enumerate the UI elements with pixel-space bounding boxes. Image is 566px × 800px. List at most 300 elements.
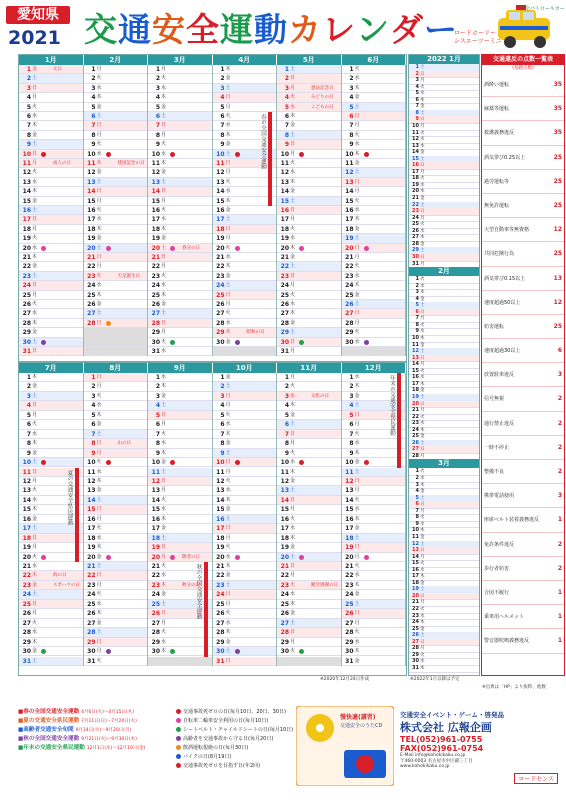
violation-points: 12 [553, 226, 562, 234]
weekday-label: 土 [32, 141, 38, 148]
campaign-list [18, 708, 168, 753]
day-number: 3 [284, 392, 289, 400]
day-number: 26 [216, 301, 225, 308]
weekday-label: 火 [161, 629, 167, 636]
weekday-label: 金 [225, 75, 231, 82]
weekday-label: 土 [420, 248, 425, 254]
day-number: 2 [415, 282, 419, 289]
day-number: 29 [151, 329, 160, 337]
weekday-label: 金 [96, 487, 102, 494]
day-row [213, 468, 277, 477]
day-row [277, 439, 341, 448]
day-number: 22 [280, 263, 289, 271]
day-number: 5 [415, 302, 419, 309]
day-number: 19 [87, 235, 96, 243]
day-number: 14 [216, 188, 225, 196]
day-number: 21 [345, 254, 354, 261]
weekday-label: 月 [354, 188, 360, 195]
mascot-caption: 安全パトロールカー [520, 6, 565, 12]
day-number: 17 [216, 525, 225, 533]
day-row [277, 84, 341, 93]
weekday-label: 火 [96, 141, 102, 148]
weekday-label: 水 [96, 282, 102, 289]
weekday-label: 日 [32, 84, 38, 91]
weekday-label: 月 [96, 263, 102, 270]
weekday-label: 土 [96, 113, 102, 119]
day-number: 6 [220, 113, 225, 120]
empty-day-row [213, 347, 277, 356]
points-subtitle: (基礎点数) [512, 66, 534, 71]
weekday-label: 木 [32, 122, 38, 129]
day-row [19, 206, 83, 215]
weekday-label: 月 [225, 402, 231, 409]
day-number: 9 [220, 141, 225, 149]
weekday-label: 月 [420, 508, 425, 514]
day-number: 29 [345, 638, 354, 646]
day-number: 31 [412, 664, 419, 671]
day-row [84, 112, 148, 121]
day-row [277, 131, 341, 140]
campaign-item [18, 708, 168, 717]
weekday-label: 日 [96, 374, 102, 380]
empty-day-row [342, 347, 406, 356]
day-row [277, 206, 341, 215]
weekday-label: 火 [32, 553, 38, 560]
event-dot-icon [41, 246, 46, 251]
day-row [342, 300, 406, 309]
day-row [19, 571, 83, 580]
day-number: 18 [87, 534, 96, 542]
weekday-label: 金 [96, 103, 102, 110]
violation-label: 乗車用ヘルメット [484, 614, 524, 621]
weekday-label: 木 [32, 254, 38, 260]
violation-points: 1 [557, 637, 562, 645]
holiday-note: 海の日 [53, 573, 67, 579]
day-row [148, 401, 212, 410]
weekday-label: 月 [290, 348, 296, 354]
weekday-label: 月 [290, 572, 296, 579]
weekday-label: 月 [420, 78, 425, 84]
day-number: 7 [415, 315, 419, 322]
violation-label: 免許条件違反 [484, 541, 515, 548]
weekday-label: 土 [161, 178, 167, 185]
day-row [19, 338, 83, 347]
day-row [19, 74, 83, 83]
day-number: 25 [412, 221, 419, 228]
violation-label: 妨害運転 [484, 323, 505, 330]
day-number: 18 [345, 534, 354, 542]
day-number: 2 [155, 383, 160, 391]
weekday-label: 土 [290, 487, 296, 494]
violation-label: 無免許運転 [484, 202, 510, 209]
day-number: 27 [151, 619, 160, 627]
day-number: 28 [412, 452, 419, 459]
weekday-label: 月 [420, 123, 425, 129]
day-row [19, 225, 83, 234]
weekday-label: 日 [161, 122, 167, 129]
weekday-label: 月 [225, 534, 231, 541]
weekday-label: 月 [354, 254, 360, 260]
day-row [213, 234, 277, 243]
violation-points: 2 [557, 468, 562, 475]
day-number: 7 [415, 103, 419, 110]
day-row [277, 225, 341, 234]
weekday-label: 月 [161, 66, 167, 72]
weekday-label: 木 [420, 482, 425, 488]
weekday-label: 日 [96, 254, 102, 260]
day-row [84, 496, 148, 505]
weekday-label: 木 [225, 629, 231, 636]
weekday-label: 日 [290, 141, 296, 148]
day-row [277, 553, 341, 562]
day-row [277, 562, 341, 571]
title-char: 動 [254, 10, 288, 49]
day-row [213, 571, 277, 580]
day-row [342, 309, 406, 318]
day-row [213, 281, 277, 290]
weekday-label: 水 [32, 563, 38, 569]
event-dot-icon [170, 460, 175, 465]
weekday-label: 日 [96, 572, 102, 579]
day-row [213, 657, 277, 666]
day-number: 18 [412, 579, 419, 586]
weekday-label: 火 [96, 525, 102, 532]
weekday-label: 水 [225, 553, 231, 560]
event-dot-icon [364, 340, 369, 345]
campaign-item [18, 744, 168, 753]
weekday-label: 木 [420, 336, 425, 341]
day-row [213, 74, 277, 83]
weekday-label: 日 [96, 638, 102, 645]
day-number: 1 [349, 374, 354, 381]
weekday-label: 火 [290, 94, 296, 101]
day-row [213, 496, 277, 505]
day-number: 17 [280, 525, 289, 533]
day-number: 22 [345, 263, 354, 271]
day-number: 23 [280, 272, 289, 280]
day-number: 17 [87, 525, 96, 533]
violation-label: 酒酔い運転 [484, 82, 510, 88]
violation-points: 1 [557, 516, 562, 524]
day-number: 15 [280, 197, 289, 205]
day-number: 22 [216, 572, 225, 580]
violation-points: 25 [553, 201, 562, 209]
legend-dot-icon [176, 727, 181, 732]
day-row [84, 571, 148, 580]
campaign-period-bar [204, 562, 208, 657]
day-number: 29 [280, 638, 289, 646]
day-row [213, 84, 277, 93]
weekday-label: 水 [96, 402, 102, 409]
day-row [342, 562, 406, 571]
weekday-label: 月 [420, 600, 425, 606]
weekday-label: 土 [290, 619, 296, 626]
weekday-label: 木 [290, 244, 296, 251]
day-row [342, 74, 406, 83]
day-row [148, 468, 212, 477]
day-number: 17 [345, 525, 354, 533]
day-row [148, 338, 212, 347]
day-number: 19 [22, 235, 31, 243]
weekday-label: 金 [32, 131, 38, 138]
month-header: 2月 [84, 55, 149, 65]
day-number: 3 [415, 77, 419, 84]
day-number: 19 [216, 544, 225, 552]
day-number: 11 [412, 341, 419, 348]
event-dot-icon [106, 152, 111, 157]
day-row [148, 150, 212, 159]
violation-points: 35 [553, 81, 562, 88]
day-row [84, 449, 148, 458]
day-number: 15 [412, 367, 419, 374]
day-number: 29 [280, 329, 289, 337]
day-row [213, 401, 277, 410]
day-number: 10 [216, 150, 225, 158]
day-row [342, 319, 406, 328]
day-row [84, 103, 148, 112]
day-row [342, 244, 406, 253]
weekday-label: 水 [290, 103, 296, 110]
special-day-item [176, 717, 296, 726]
day-number: 28 [216, 629, 225, 637]
holiday-note: 憲法記念日 [311, 85, 334, 91]
calendar-title [84, 4, 458, 51]
day-number: 28 [216, 319, 225, 327]
day-number: 25 [151, 291, 160, 299]
day-number: 6 [155, 113, 160, 120]
weekday-label: 木 [420, 381, 425, 387]
day-row [342, 373, 406, 382]
day-row [19, 291, 83, 300]
day-number: 17 [412, 168, 419, 175]
day-number: 9 [349, 141, 354, 149]
campaign-period-label: 春の全国交通安全運動 [260, 114, 266, 169]
weekday-label: 土 [96, 496, 102, 503]
day-row [213, 262, 277, 271]
weekday-label: 月 [161, 553, 167, 560]
day-number: 16 [22, 515, 31, 523]
day-number: 9 [91, 449, 96, 457]
day-number: 24 [280, 591, 289, 599]
weekday-label: 月 [161, 329, 167, 336]
special-days-list [176, 708, 296, 771]
weekday-label: 火 [161, 207, 167, 213]
day-number: 1 [284, 66, 289, 73]
weekday-label: 月 [96, 648, 102, 655]
day-row [213, 486, 277, 495]
legend-dot-icon [176, 754, 181, 759]
points-row [482, 605, 564, 629]
weekday-label: 土 [225, 449, 231, 456]
day-number: 16 [412, 162, 419, 169]
weekday-label: 土 [96, 629, 102, 636]
event-dot-icon [364, 152, 369, 157]
day-number: 13 [216, 178, 225, 186]
day-number: 13 [87, 178, 96, 186]
day-number: 14 [280, 496, 289, 504]
day-number: 22 [87, 572, 96, 580]
day-number: 30 [216, 648, 225, 656]
day-number: 10 [280, 150, 289, 158]
day-row [19, 382, 83, 391]
weekday-label: 日 [420, 548, 425, 554]
day-number: 27 [412, 638, 419, 645]
weekday-label: 日 [225, 525, 231, 532]
weekday-label: 月 [161, 197, 167, 204]
day-row [342, 609, 406, 618]
day-number: 15 [87, 506, 96, 514]
day-number: 3 [91, 392, 96, 400]
weekday-label: 月 [161, 421, 167, 428]
day-number: 21 [412, 407, 419, 414]
day-row [148, 543, 212, 552]
day-number: 21 [151, 563, 160, 570]
weekday-label: 土 [225, 84, 231, 91]
day-number: 26 [151, 301, 160, 308]
weekday-label: 火 [225, 244, 231, 251]
day-number: 11 [345, 468, 354, 476]
day-number: 19 [345, 235, 354, 243]
campaign-name: ■高齢者交通安全旬間 [18, 727, 76, 733]
day-number: 6 [284, 113, 289, 120]
holiday-note: 勤労感謝の日 [311, 582, 338, 588]
day-row [148, 420, 212, 429]
day-row [148, 477, 212, 486]
day-row [84, 562, 148, 571]
day-number: 2 [155, 75, 160, 83]
weekday-label: 土 [225, 383, 231, 390]
day-number: 31 [151, 348, 160, 355]
day-row [148, 534, 212, 543]
day-number: 1 [220, 66, 225, 73]
violation-points: 35 [553, 105, 562, 113]
day-row [342, 486, 406, 495]
weekday-label: 木 [96, 610, 102, 617]
day-row [213, 225, 277, 234]
day-number: 6 [155, 421, 160, 429]
mascot-caption: ロードホーリー [454, 30, 497, 37]
violation-points: 2 [557, 395, 562, 403]
day-row [342, 168, 406, 177]
weekday-label: 金 [420, 388, 425, 394]
day-number: 24 [216, 282, 225, 290]
day-row [84, 178, 148, 187]
weekday-label: 金 [225, 506, 231, 513]
day-row [84, 168, 148, 177]
day-number: 20 [22, 244, 31, 252]
day-number: 26 [216, 610, 225, 618]
day-row [19, 628, 83, 637]
day-row [19, 140, 83, 149]
weekday-label: 火 [420, 322, 425, 328]
violation-label: 救護義務違反 [484, 130, 515, 137]
day-number: 13 [151, 487, 160, 495]
weekday-label: 水 [420, 228, 425, 234]
weekday-label: 金 [225, 207, 231, 213]
violation-points: 2 [557, 540, 562, 548]
legend-dot-icon [176, 709, 181, 714]
weekday-label: 日 [32, 348, 38, 354]
day-row [342, 197, 406, 206]
day-number: 12 [412, 540, 419, 547]
day-row [277, 121, 341, 130]
day-row [19, 638, 83, 647]
day-number: 28 [412, 645, 419, 652]
weekday-label: 火 [420, 561, 425, 567]
day-row [148, 244, 212, 253]
weekday-label: 月 [290, 216, 296, 223]
day-row [277, 309, 341, 318]
day-row [277, 382, 341, 391]
weekday-label: 水 [32, 496, 38, 503]
day-number: 13 [280, 487, 289, 495]
weekday-label: 土 [420, 633, 425, 639]
day-number: 5 [220, 411, 225, 419]
company-url: www.kohokikaku.co.jp [400, 764, 450, 769]
weekday-label: 水 [290, 392, 296, 399]
day-number: 8 [26, 131, 31, 139]
day-row [19, 234, 83, 243]
weekday-label: 金 [96, 169, 102, 176]
weekday-label: 金 [96, 235, 102, 242]
day-row [213, 477, 277, 486]
day-row [342, 262, 406, 271]
day-number: 29 [216, 329, 225, 337]
weekday-label: 木 [354, 581, 360, 588]
day-number: 9 [155, 141, 160, 149]
roadsense-badge: ロードセンス [514, 773, 558, 784]
day-row [342, 581, 406, 590]
day-row [342, 187, 406, 196]
weekday-label: 日 [420, 639, 425, 645]
day-number: 27 [280, 619, 289, 627]
day-row [148, 215, 212, 224]
day-number: 1 [91, 66, 96, 73]
campaign-item [18, 735, 168, 744]
day-row [213, 178, 277, 187]
day-number: 27 [280, 310, 289, 318]
day-number: 16 [412, 374, 419, 381]
day-number: 21 [22, 254, 31, 261]
weekday-label: 日 [290, 207, 296, 213]
weekday-label: 火 [420, 222, 425, 228]
month-column [84, 373, 149, 666]
event-dot-icon [170, 152, 175, 157]
day-row [84, 150, 148, 159]
weekday-label: 金 [32, 197, 38, 204]
calendar-jul-dec [18, 362, 407, 676]
day-row [84, 430, 148, 439]
day-number: 30 [151, 648, 160, 656]
violation-label: 整備不良 [484, 469, 505, 475]
day-number: 8 [26, 440, 31, 448]
weekday-label: 土 [96, 430, 102, 437]
day-row [148, 253, 212, 262]
weekday-label: 火 [32, 301, 38, 307]
legend-dot-icon [176, 718, 181, 723]
promo-box [296, 706, 394, 786]
empty-day-row [84, 347, 148, 356]
day-number: 19 [412, 181, 419, 188]
day-number: 15 [280, 506, 289, 514]
weekday-label: 金 [161, 591, 167, 598]
campaign-dates: 9月14日(火)〜9月20日(月) [75, 728, 132, 733]
title-char: 全 [186, 10, 220, 49]
weekday-label: 土 [290, 197, 296, 204]
day-row [342, 253, 406, 262]
event-dot-icon [170, 340, 175, 345]
weekday-label: 土 [290, 553, 296, 560]
